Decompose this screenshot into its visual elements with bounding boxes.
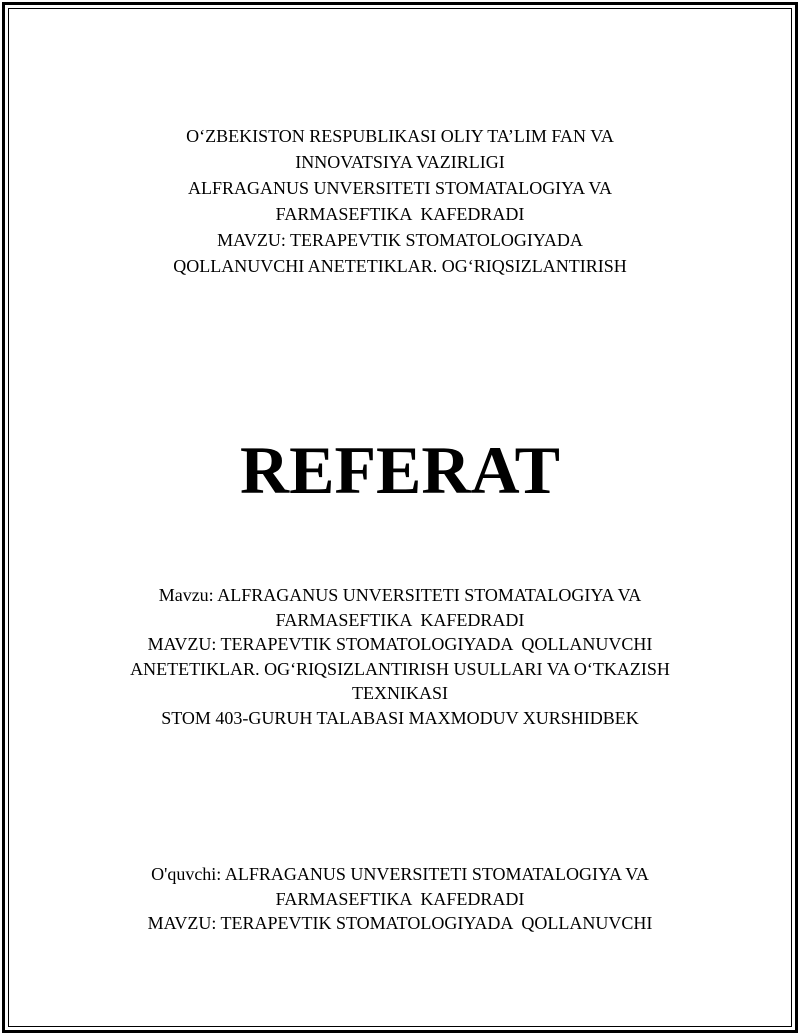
student-block [60, 862, 740, 936]
student-line: O'quvchi: ALFRAGANUS UNVERSITETI STOMATALOGIYA VA [151, 864, 649, 884]
header-line: MAVZU: TERAPEVTIK STOMATOLOGIYADA [217, 230, 583, 250]
topic-line: FARMASEFTIKA KAFEDRADI [275, 609, 525, 630]
student-line: MAVZU: TERAPEVTIK STOMATOLOGIYADA QOLLANUVCHI [147, 913, 653, 933]
header-line: FARMASEFTIKA KAFEDRADI [275, 204, 525, 224]
header-line: ALFRAGANUS UNVERSITETI STOMATALOGIYA VA [187, 178, 613, 198]
header-line: QOLLANUVCHI ANETETIKLAR. OG‘RIQSIZLANTIRISH [173, 256, 627, 276]
topic-line: ANETETIKLAR. OG‘RIQSIZLANTIRISH USULLARI VA O‘TKAZISH [130, 658, 670, 679]
student-line: FARMASEFTIKA KAFEDRADI [275, 888, 525, 909]
header-line: O‘ZBEKISTON RESPUBLIKASI OLIY TA’LIM FAN VA [186, 126, 614, 146]
topic-line: STOM 403-GURUH TALABASI MAXMODUV XURSHIDBEK [161, 707, 639, 728]
topic-line: MAVZU: TERAPEVTIK STOMATOLOGIYADA QOLLANUVCHI [147, 634, 653, 654]
header-line: INNOVATSIYA VAZIRLIGI [295, 152, 505, 172]
topic-block [60, 583, 740, 730]
document-title: REFERAT [240, 432, 560, 508]
header-block [60, 123, 740, 279]
topic-line: TEXNIKASI [352, 683, 448, 703]
topic-line: Mavzu: ALFRAGANUS UNVERSITETI STOMATALOGIYA VA [158, 585, 642, 605]
